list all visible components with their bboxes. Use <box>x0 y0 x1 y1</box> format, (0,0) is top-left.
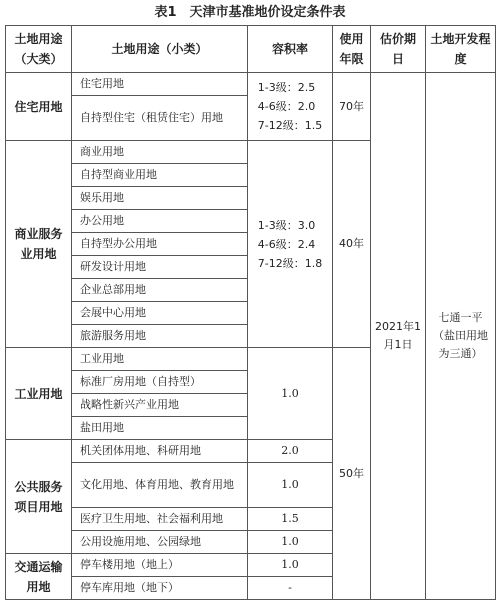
minor-use-cell: 娱乐用地 <box>72 187 248 210</box>
far-line: 1-3级：3.0 <box>257 218 316 232</box>
minor-use-cell: 停车库用地（地下） <box>72 577 248 600</box>
far-line: 7-12级：1.5 <box>257 119 323 132</box>
far-cell: 2.0 <box>248 440 333 463</box>
header-development: 土地开发程度 <box>426 26 496 73</box>
group-commercial: 商业服务业用地 <box>6 141 72 348</box>
minor-use-cell: 机关团体用地、科研用地 <box>72 440 248 463</box>
minor-use-cell: 旅游服务用地 <box>72 325 248 348</box>
minor-use-cell: 战略性新兴产业用地 <box>72 394 248 417</box>
minor-use-cell: 文化用地、体育用地、教育用地 <box>72 463 248 508</box>
group-transport: 交通运输用地 <box>6 554 72 600</box>
minor-use-cell: 公用设施用地、公园绿地 <box>72 531 248 554</box>
header-valuation-date: 估价期日 <box>371 26 426 73</box>
minor-use-cell: 自持型商业用地 <box>72 164 248 187</box>
far-line: 1-3级：2.5 <box>257 81 316 94</box>
minor-use-cell: 住宅用地 <box>72 73 248 96</box>
header-major-use: 土地用途（大类） <box>6 26 72 73</box>
header-minor-use: 土地用途（小类） <box>72 26 248 73</box>
development-cell: 七通一平（盐田用地为三通） <box>426 73 496 600</box>
minor-use-cell: 标准厂房用地（自持型） <box>72 371 248 394</box>
table-title: 表1 天津市基准地价设定条件表 <box>154 5 346 20</box>
far-cell-industrial: 1.0 <box>248 348 333 440</box>
minor-use-cell: 自持型住宅（租赁住宅）用地 <box>72 96 248 141</box>
minor-use-cell: 办公用地 <box>72 210 248 233</box>
group-residential: 住宅用地 <box>6 73 72 141</box>
far-cell: 1.0 <box>248 554 333 577</box>
far-cell-commercial <box>248 141 333 348</box>
land-price-conditions-table <box>5 25 496 600</box>
header-row <box>6 26 496 73</box>
far-cell: 1.5 <box>248 508 333 531</box>
far-cell: 1.0 <box>248 463 333 508</box>
minor-use-cell: 工业用地 <box>72 348 248 371</box>
minor-use-cell: 停车楼用地（地上） <box>72 554 248 577</box>
minor-use-cell: 商业用地 <box>72 141 248 164</box>
header-far: 容积率 <box>248 26 333 73</box>
far-line: 7-12级：1.8 <box>257 256 323 270</box>
far-cell: 1.0 <box>248 531 333 554</box>
minor-use-cell: 会展中心用地 <box>72 302 248 325</box>
term-cell-commercial: 40年 <box>333 141 371 348</box>
far-cell: - <box>248 577 333 600</box>
minor-use-cell: 医疗卫生用地、社会福利用地 <box>72 508 248 531</box>
minor-use-cell: 企业总部用地 <box>72 279 248 302</box>
far-line: 4-6级：2.4 <box>257 237 316 251</box>
minor-use-cell: 自持型办公用地 <box>72 233 248 256</box>
term-cell-shared: 50年 <box>333 348 371 600</box>
header-term: 使用年限 <box>333 26 371 73</box>
term-cell-residential: 70年 <box>333 73 371 141</box>
far-cell-residential <box>248 73 333 141</box>
valuation-date-cell: 2021年1月1日 <box>371 73 426 600</box>
minor-use-cell: 盐田用地 <box>72 417 248 440</box>
group-industrial: 工业用地 <box>6 348 72 440</box>
group-public: 公共服务项目用地 <box>6 440 72 554</box>
far-line: 4-6级：2.0 <box>257 100 316 113</box>
minor-use-cell: 研发设计用地 <box>72 256 248 279</box>
table-row <box>6 73 496 96</box>
